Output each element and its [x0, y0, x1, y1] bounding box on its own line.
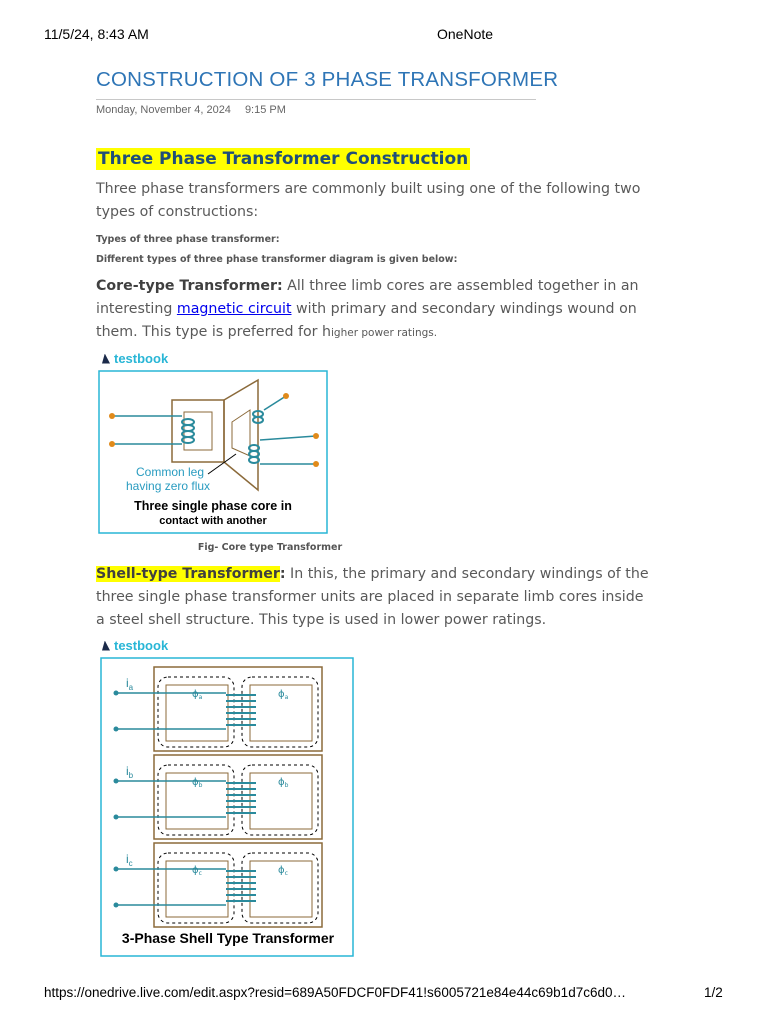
core-paragraph [96, 275, 656, 345]
core-text-small: igher power ratings. [331, 327, 438, 339]
shell-paragraph [96, 563, 656, 632]
flux-label: $\phi_a$ [192, 689, 203, 701]
shell-term: Shell-type Transformer [96, 566, 280, 582]
intro-paragraph: Three phase transformers are commonly built using one of the following two types of constructions: [96, 181, 641, 220]
core-fig-label-2: having zero flux [126, 479, 211, 493]
shell-brand-logo [102, 638, 356, 653]
flux-label: $\phi_c$ [278, 865, 288, 877]
note-content [96, 148, 656, 959]
types-label: Types of three phase transformer: [96, 234, 280, 245]
title-divider [96, 99, 536, 100]
flux-label: $\phi_b$ [278, 777, 289, 789]
core-fig-label-1: Common leg [136, 465, 205, 479]
page-number: 1/2 [704, 985, 723, 1000]
testbook-logo-icon [102, 354, 110, 364]
terminal-dot [114, 903, 119, 908]
print-app-name: OneNote [437, 26, 494, 42]
shell-text: In this, the primary and secondary windings of the three single phase transformer units are placed in separate limb cores inside a steel shell structure. This type is used in lower power ratings. [96, 566, 649, 628]
current-label: $i_c$ [126, 852, 133, 868]
core-text-1: All three limb cores are assembled together in an interesting [96, 278, 639, 317]
page-title: CONSTRUCTION OF 3 PHASE TRANSFORMER [96, 68, 559, 91]
core-term: Core-type Transformer: [96, 278, 283, 294]
shell-colon: : [279, 566, 286, 582]
current-label: $i_b$ [126, 764, 134, 780]
shell-figure [96, 638, 356, 959]
print-date: 11/5/24, 8:43 AM [44, 26, 149, 42]
shell-fig-title: 3-Phase Shell Type Transformer [121, 930, 335, 946]
page-date [96, 104, 286, 116]
flux-label: $\phi_a$ [278, 689, 289, 701]
page-date-time: 9:15 PM [244, 104, 286, 116]
terminal-dot [114, 727, 119, 732]
terminal-dot [114, 779, 119, 784]
terminal-dot [114, 867, 119, 872]
core-type-diagram [98, 370, 330, 536]
shell-type-diagram [100, 657, 356, 959]
core-fig-caption-2: contact with another [159, 515, 267, 527]
diagram-label: Different types of three phase transformer diagram is given below: [96, 254, 458, 265]
terminal-dot [114, 815, 119, 820]
core-text-2: with primary and secondary windings wound on them. This type is preferred for h [96, 301, 637, 340]
shell-brand-text: testbook [114, 638, 169, 653]
terminal-dot [114, 691, 119, 696]
core-brand-text: testbook [114, 351, 169, 366]
core-figure [96, 351, 336, 536]
core-figure-caption: Fig- Core type Transformer [197, 542, 343, 553]
flux-label: $\phi_b$ [192, 777, 203, 789]
magnetic-circuit-link[interactable]: magnetic circuit [176, 301, 292, 317]
page-date-day: Monday, November 4, 2024 [96, 104, 231, 116]
testbook-logo-icon [102, 641, 110, 651]
section-heading: Three Phase Transformer Construction [98, 149, 469, 169]
flux-label: $\phi_c$ [192, 865, 202, 877]
core-brand-logo [102, 351, 336, 366]
current-label: $i_a$ [126, 676, 134, 692]
core-fig-caption-1: Three single phase core in [134, 499, 292, 513]
page-url: https://onedrive.live.com/edit.aspx?resid=689A50FDCF0FDF41!s6005721e84e44c69b1d7c6d0… [44, 985, 626, 1000]
